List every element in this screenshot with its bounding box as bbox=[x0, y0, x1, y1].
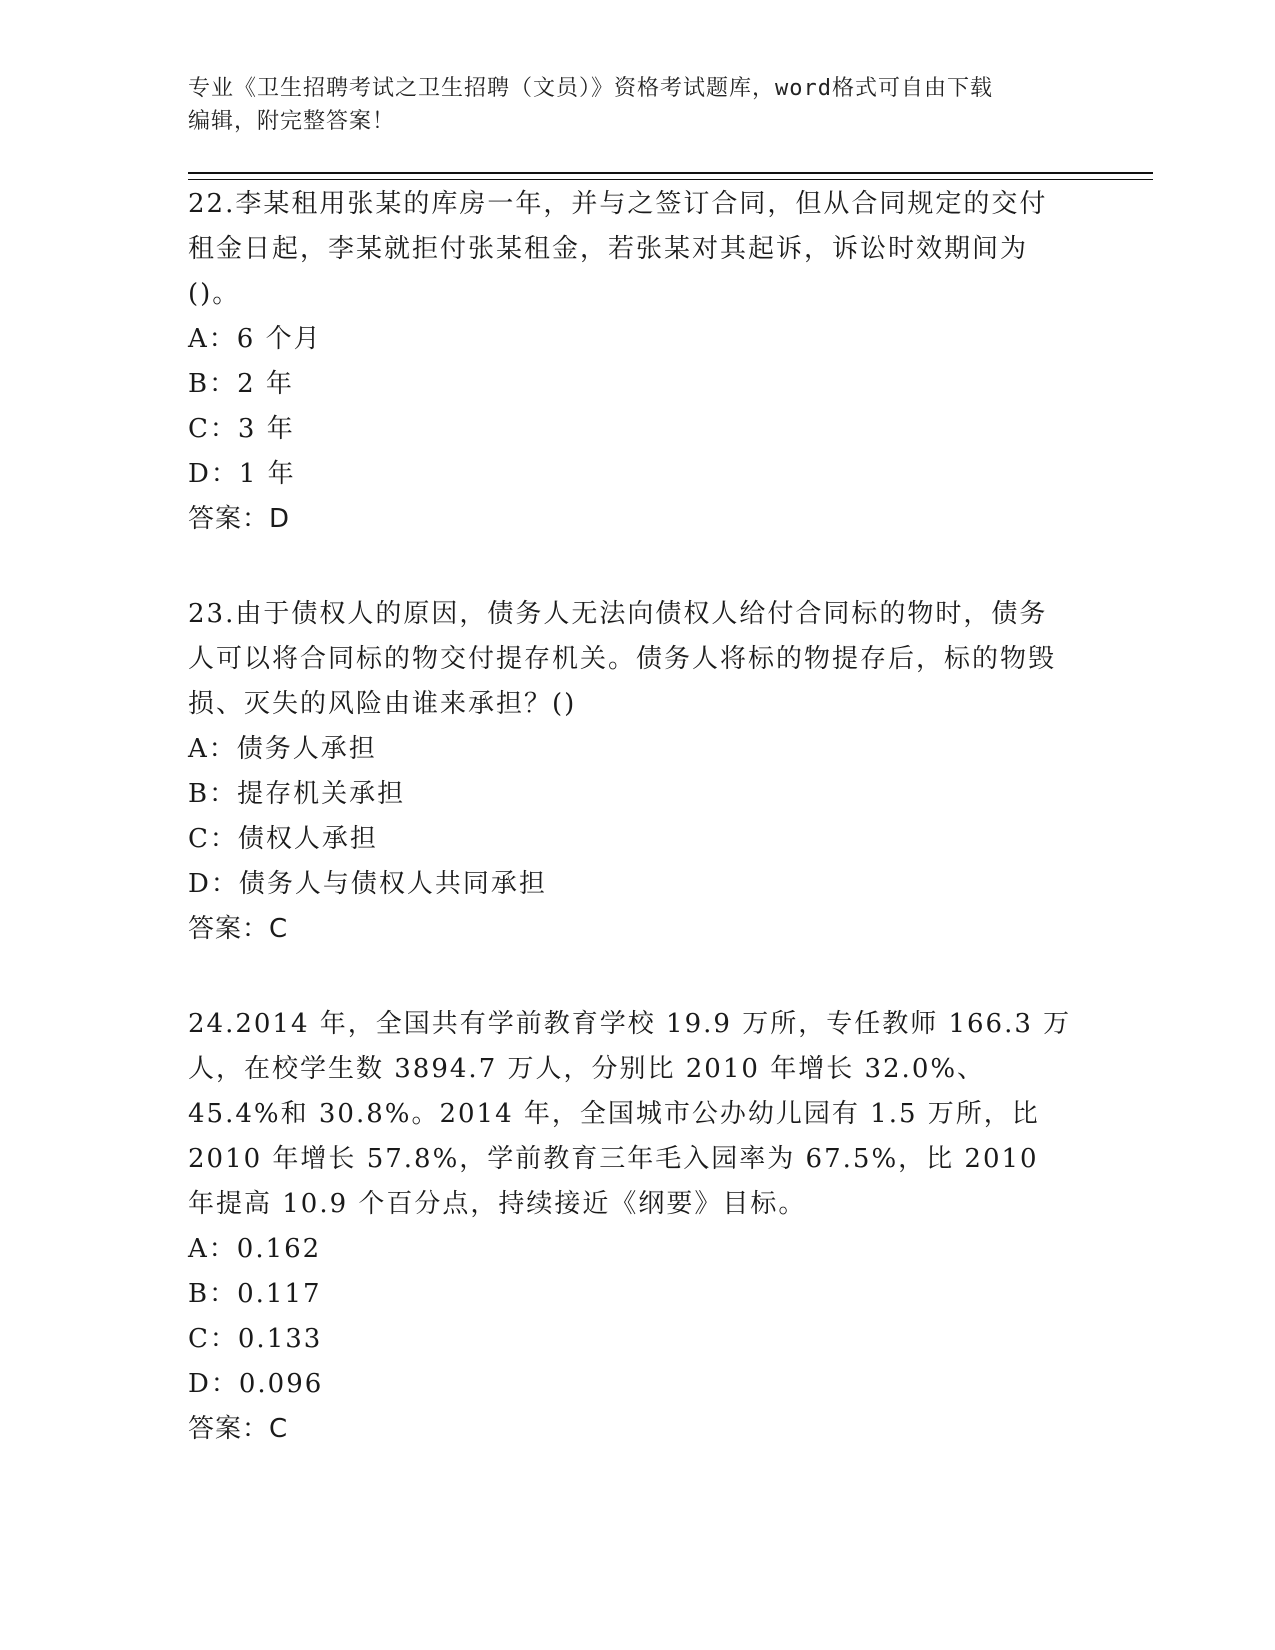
header-line-1: 专业《卫生招聘考试之卫生招聘（文员）》资格考试题库，word格式可自由下载 bbox=[188, 76, 994, 101]
option-a: A：债务人承担 bbox=[188, 734, 377, 764]
question-stem: 24.2014 年，全国共有学前教育学校 19.9 万所，专任教师 166.3 万人，在校学生数 3894.7 万人，分别比 2010 年增长 32.0%、45.4%和 30.8%。2014 年，全国城市公办幼儿园有 1.5 万所，比 2010 年增长 57.8%，学前教育三年毛入园率为 67.5%，比 2010 年提高 10.9 个百分点，持续接近《纲要》目标。 bbox=[188, 1009, 1072, 1219]
option-c: C：债权人承担 bbox=[188, 824, 378, 854]
option-a: A：0.162 bbox=[188, 1234, 322, 1264]
question-stem: 23.由于债权人的原因，债务人无法向债权人给付合同标的物时，债务人可以将合同标的物交付提存机关。债务人将标的物提存后，标的物毁损、灭失的风险由谁来承担？() bbox=[188, 599, 1057, 719]
header-divider-thick bbox=[188, 172, 1153, 174]
answer-line: 答案：C bbox=[188, 914, 289, 944]
option-d: D：0.096 bbox=[188, 1369, 324, 1399]
option-b: B：0.117 bbox=[188, 1279, 322, 1309]
question-22 bbox=[188, 182, 1073, 542]
option-a: A：6 个月 bbox=[188, 324, 322, 354]
answer-line: 答案：C bbox=[188, 1414, 289, 1444]
question-stem: 22.李某租用张某的库房一年，并与之签订合同，但从合同规定的交付租金日起，李某就拒付张某租金，若张某对其起诉，诉讼时效期间为()。 bbox=[188, 189, 1048, 309]
option-b: B：提存机关承担 bbox=[188, 779, 406, 809]
answer-line: 答案：D bbox=[188, 504, 291, 534]
document-header bbox=[188, 72, 1068, 138]
question-24 bbox=[188, 1002, 1073, 1452]
option-d: D：1 年 bbox=[188, 459, 296, 489]
header-line-2: 编辑，附完整答案！ bbox=[188, 109, 396, 134]
question-23 bbox=[188, 592, 1073, 952]
option-b: B：2 年 bbox=[188, 369, 294, 399]
option-d: D：债务人与债权人共同承担 bbox=[188, 869, 547, 899]
header-divider-thin bbox=[188, 179, 1153, 180]
option-c: C：0.133 bbox=[188, 1324, 323, 1354]
option-c: C：3 年 bbox=[188, 414, 295, 444]
